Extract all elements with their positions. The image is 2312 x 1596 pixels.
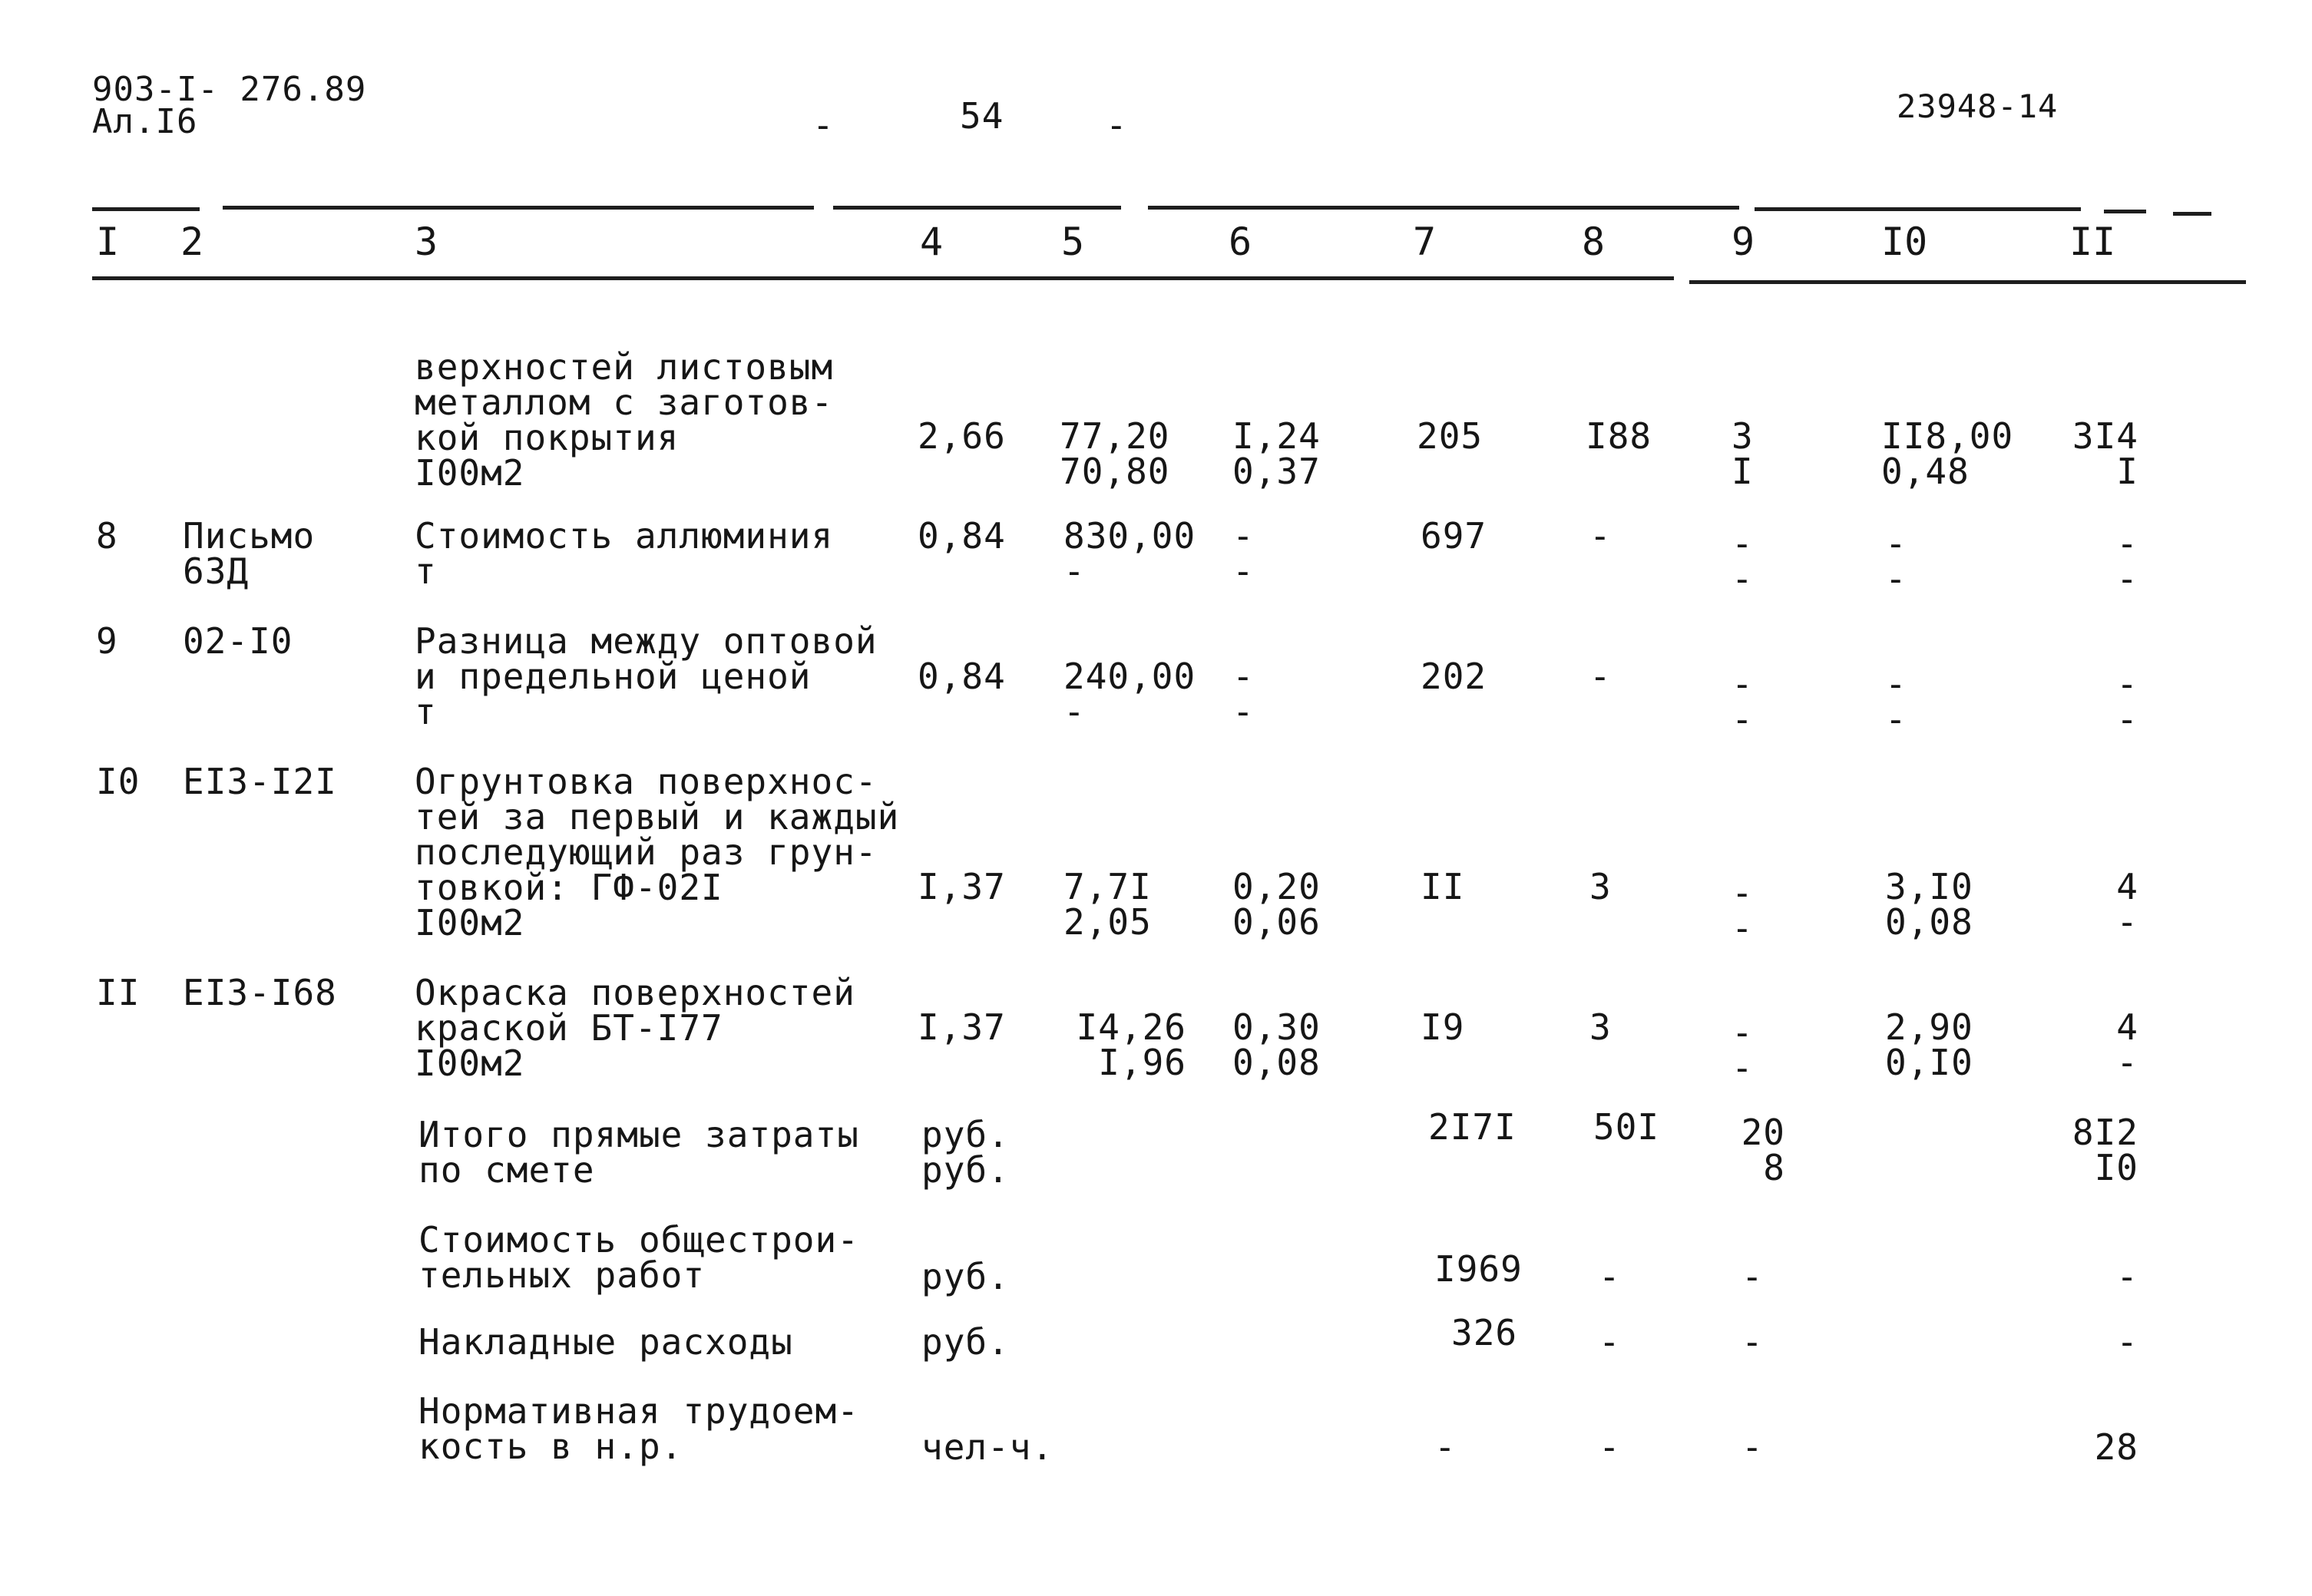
row-code: EI3-I2I [183, 761, 337, 802]
row-col5: 240,00 - [1063, 656, 1196, 732]
row-col10: 2,90 0,I0 [1885, 1006, 1973, 1083]
header-rule-top-1 [92, 207, 200, 211]
row-number: I0 [96, 761, 141, 802]
totals-name: Стоимость общестрои- тельных работ [418, 1219, 859, 1296]
column-header-8: 8 [1582, 220, 1606, 264]
inventory-number: 23948-14 [1897, 88, 2059, 125]
row-col7: 205 [1417, 415, 1483, 457]
row-col5: 830,00 - [1063, 515, 1196, 592]
column-header-3: 3 [415, 220, 438, 264]
totals-col8: - [1599, 1256, 1621, 1297]
row-col4: I,37 [918, 1006, 1006, 1048]
row-col5: 77,20 70,80 [1060, 415, 1170, 492]
totals-col8: - [1599, 1426, 1621, 1468]
header-rule-top-6 [2104, 210, 2146, 213]
row-col11: 3I4 I [2072, 415, 2138, 492]
totals-name: Итого прямые затраты по смете [418, 1114, 859, 1191]
row-col8: 3 [1589, 866, 1612, 907]
column-header-7: 7 [1413, 220, 1437, 264]
totals-unit: чел-ч. [921, 1426, 1054, 1468]
column-header-1: I [96, 220, 120, 264]
column-header-2: 2 [180, 220, 204, 264]
totals-col9: - [1741, 1426, 1764, 1468]
totals-col9: - [1741, 1256, 1764, 1297]
row-col9: - - [1732, 663, 1754, 740]
row-col9: - - [1732, 1012, 1754, 1089]
header-rule-top-7 [2173, 212, 2211, 216]
row-col7: II [1421, 866, 1465, 907]
row-code: EI3-I68 [183, 972, 337, 1013]
page-number: 54 [960, 95, 1004, 137]
header-rule-top-4 [1148, 206, 1739, 210]
row-col11: 4 - [2116, 866, 2138, 943]
totals-col9: - [1741, 1321, 1764, 1363]
row-col10: II8,00 0,48 [1881, 415, 2014, 492]
totals-col11: - [2116, 1256, 2138, 1297]
totals-col11: 8I2 I0 [2072, 1112, 2138, 1188]
column-header-11: II [2069, 220, 2116, 264]
row-col4: 0,84 [918, 515, 1006, 557]
row-col8: - [1589, 656, 1612, 697]
header-rule-top-3 [833, 206, 1121, 210]
row-col4: 0,84 [918, 656, 1006, 697]
row-col6: - - [1232, 656, 1255, 732]
totals-col11: - [2116, 1321, 2138, 1363]
row-col9: - - [1732, 523, 1754, 600]
row-col10: - - [1885, 663, 1907, 740]
totals-col8: - [1599, 1321, 1621, 1363]
totals-col11: 28 [2094, 1426, 2138, 1468]
column-header-10: I0 [1881, 220, 1928, 264]
row-col7: 202 [1421, 656, 1487, 697]
row-col5: 7,7I 2,05 [1063, 866, 1152, 943]
row-col6: - - [1232, 515, 1255, 592]
row-number: II [96, 972, 141, 1013]
totals-name: Нормативная трудоем- кость в н.р. [418, 1390, 859, 1467]
album-number: Ал.I6 [92, 102, 198, 141]
row-col4: 2,66 [918, 415, 1006, 457]
row-col4: I,37 [918, 866, 1006, 907]
totals-col8: 50I [1593, 1106, 1660, 1148]
row-col11: - - [2116, 523, 2138, 600]
row-number: 8 [96, 515, 118, 557]
totals-unit: руб. [921, 1321, 1010, 1363]
row-col9: - - [1732, 872, 1754, 949]
row-col10: 3,I0 0,08 [1885, 866, 1973, 943]
row-col7: I9 [1421, 1006, 1465, 1048]
page-dash-left: - [812, 104, 835, 146]
totals-col7: 326 [1451, 1312, 1518, 1353]
row-col9: 3 I [1732, 415, 1754, 492]
row-col7: 697 [1421, 515, 1487, 557]
row-name: Стоимость аллюминия т [415, 515, 834, 592]
row-name: Окраска поверхностей краской БТ-I77 I00м2 [415, 972, 855, 1084]
row-col8: 3 [1589, 1006, 1612, 1048]
row-code: 02-I0 [183, 620, 293, 662]
row-name: Разница между оптовой и предельной ценой т [415, 620, 878, 732]
row-col11: 4 - [2116, 1006, 2138, 1083]
page-dash-right: - [1106, 104, 1128, 146]
header-rule-top-5 [1755, 207, 2081, 211]
row-col5: I4,26 I,96 [1076, 1006, 1186, 1083]
totals-col7: I969 [1434, 1248, 1523, 1290]
totals-col9: 20 8 [1741, 1112, 1785, 1188]
row-col10: - - [1885, 523, 1907, 600]
totals-unit: руб. руб. [921, 1114, 1010, 1191]
row-col8: I88 [1586, 415, 1652, 457]
row-col6: 0,20 0,06 [1232, 866, 1321, 943]
column-header-6: 6 [1229, 220, 1252, 264]
document-code: 903-I- 276.89 [92, 70, 367, 109]
header-rule-top-2 [223, 206, 814, 210]
row-code: Письмо 63Д [183, 515, 316, 592]
header-rule-bottom-2 [1689, 280, 2246, 284]
row-number: 9 [96, 620, 118, 662]
column-header-9: 9 [1732, 220, 1755, 264]
row-name: Огрунтовка поверхнос- тей за первый и каждый последующий раз грун- товкой: ГФ-02I I00м2 [415, 761, 900, 943]
header-rule-bottom-1 [92, 276, 1674, 280]
row-name: верхностей листовым металлом с заготов- кой покрытия I00м2 [415, 346, 834, 494]
column-header-5: 5 [1061, 220, 1085, 264]
totals-unit: руб. [921, 1256, 1010, 1297]
column-header-4: 4 [920, 220, 944, 264]
row-col6: 0,30 0,08 [1232, 1006, 1321, 1083]
row-col11: - - [2116, 663, 2138, 740]
totals-name: Накладные расходы [418, 1321, 793, 1363]
totals-col7: 2I7I [1428, 1106, 1517, 1148]
row-col6: I,24 0,37 [1232, 415, 1321, 492]
totals-col7: - [1434, 1426, 1457, 1468]
row-col8: - [1589, 515, 1612, 557]
